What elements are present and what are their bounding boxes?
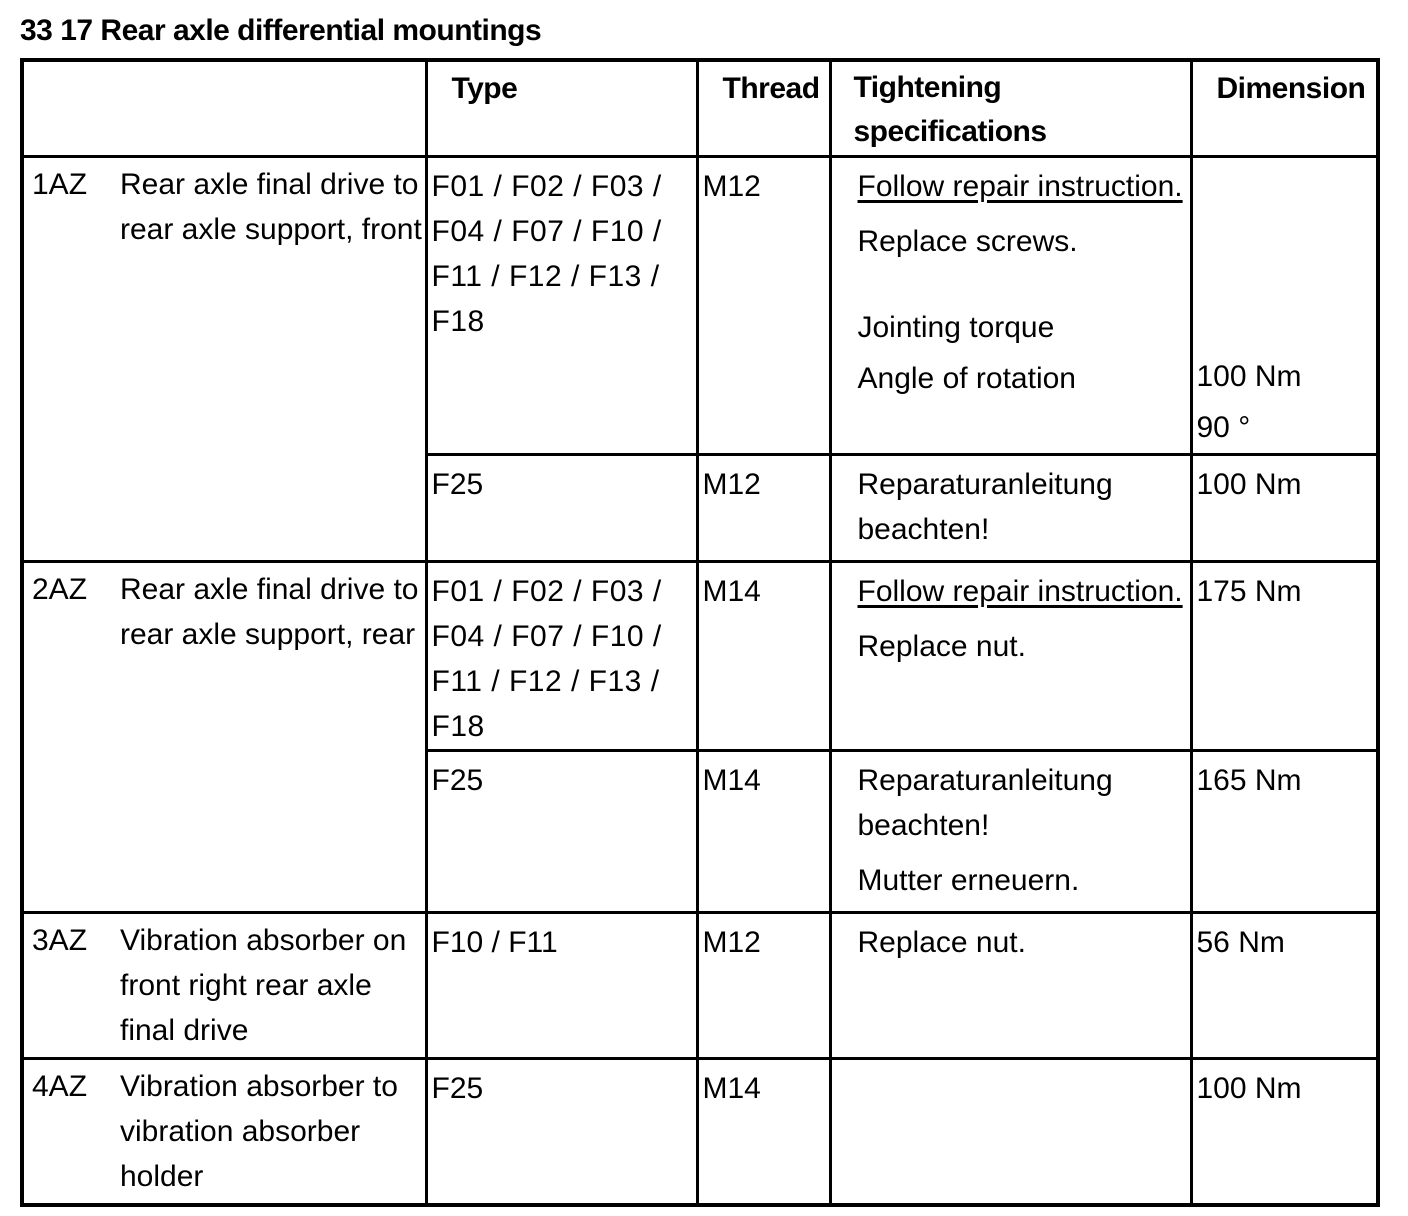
repair-instruction-link[interactable]: Follow repair instruction. <box>857 575 1183 608</box>
repair-instruction-link[interactable]: Follow repair instruction. <box>857 170 1183 203</box>
torque-value: 100 Nm <box>1196 360 1302 393</box>
row-description-text: Vibration absorber on front right rear axle final drive <box>120 924 407 1047</box>
table-row <box>22 562 1378 751</box>
header-dimension: Dimension <box>1191 60 1378 157</box>
table-row <box>22 1059 1378 1205</box>
row-description <box>22 913 426 1059</box>
note-text: Mutter erneuern. <box>857 864 1080 897</box>
tightening-spec-table <box>20 58 1380 1207</box>
dimension-cell: 100 Nm <box>1191 455 1378 562</box>
row-code: 2AZ <box>32 573 88 606</box>
row-description <box>22 562 426 913</box>
dimension-cell <box>1191 157 1378 455</box>
type-cell: F10 / F11 <box>426 913 697 1059</box>
row-description <box>22 157 426 562</box>
header-type: Type <box>426 60 697 157</box>
type-cell: F01 / F02 / F03 / F04 / F07 / F10 / F11 / F12 / F13 / F18 <box>426 562 697 751</box>
type-cell: F25 <box>426 1059 697 1205</box>
note-text: Replace screws. <box>857 225 1078 258</box>
row-description <box>22 1059 426 1205</box>
table-row <box>22 913 1378 1059</box>
tightening-cell <box>830 562 1191 751</box>
thread-cell: M12 <box>697 913 830 1059</box>
thread-cell: M12 <box>697 157 830 455</box>
tightening-cell <box>830 157 1191 455</box>
row-description-text: Vibration absorber to vibration absorber holder <box>120 1070 398 1193</box>
thread-cell: M12 <box>697 455 830 562</box>
dimension-cell: 175 Nm <box>1191 562 1378 751</box>
note-text: Replace nut. <box>857 630 1026 663</box>
document-title: 33 17 Rear axle differential mountings <box>20 14 542 47</box>
dimension-cell: 165 Nm <box>1191 751 1378 913</box>
note-text: Reparaturanleitung beachten! <box>857 764 1113 842</box>
type-cell: F25 <box>426 455 697 562</box>
torque-label: Jointing torque <box>857 311 1055 344</box>
table-header-row <box>22 60 1378 157</box>
tightening-cell <box>830 1059 1191 1205</box>
thread-cell: M14 <box>697 1059 830 1205</box>
dimension-cell: 56 Nm <box>1191 913 1378 1059</box>
header-thread: Thread <box>697 60 830 157</box>
row-description-text: Rear axle final drive to rear axle support, rear <box>120 573 419 651</box>
table-row <box>22 157 1378 455</box>
header-tightening: Tightening specifications <box>830 60 1191 157</box>
thread-cell: M14 <box>697 751 830 913</box>
tightening-cell <box>830 751 1191 913</box>
angle-label: Angle of rotation <box>857 362 1076 395</box>
tightening-cell: Replace nut. <box>830 913 1191 1059</box>
row-description-text: Rear axle final drive to rear axle support, front <box>120 168 422 246</box>
row-code: 4AZ <box>32 1070 88 1103</box>
dimension-cell: 100 Nm <box>1191 1059 1378 1205</box>
row-code: 3AZ <box>32 924 88 957</box>
tightening-cell: Reparaturanleitung beachten! <box>830 455 1191 562</box>
type-cell: F25 <box>426 751 697 913</box>
type-cell: F01 / F02 / F03 / F04 / F07 / F10 / F11 / F12 / F13 / F18 <box>426 157 697 455</box>
row-code: 1AZ <box>32 168 88 201</box>
thread-cell: M14 <box>697 562 830 751</box>
angle-value: 90 ° <box>1196 411 1251 444</box>
header-empty <box>22 60 426 157</box>
